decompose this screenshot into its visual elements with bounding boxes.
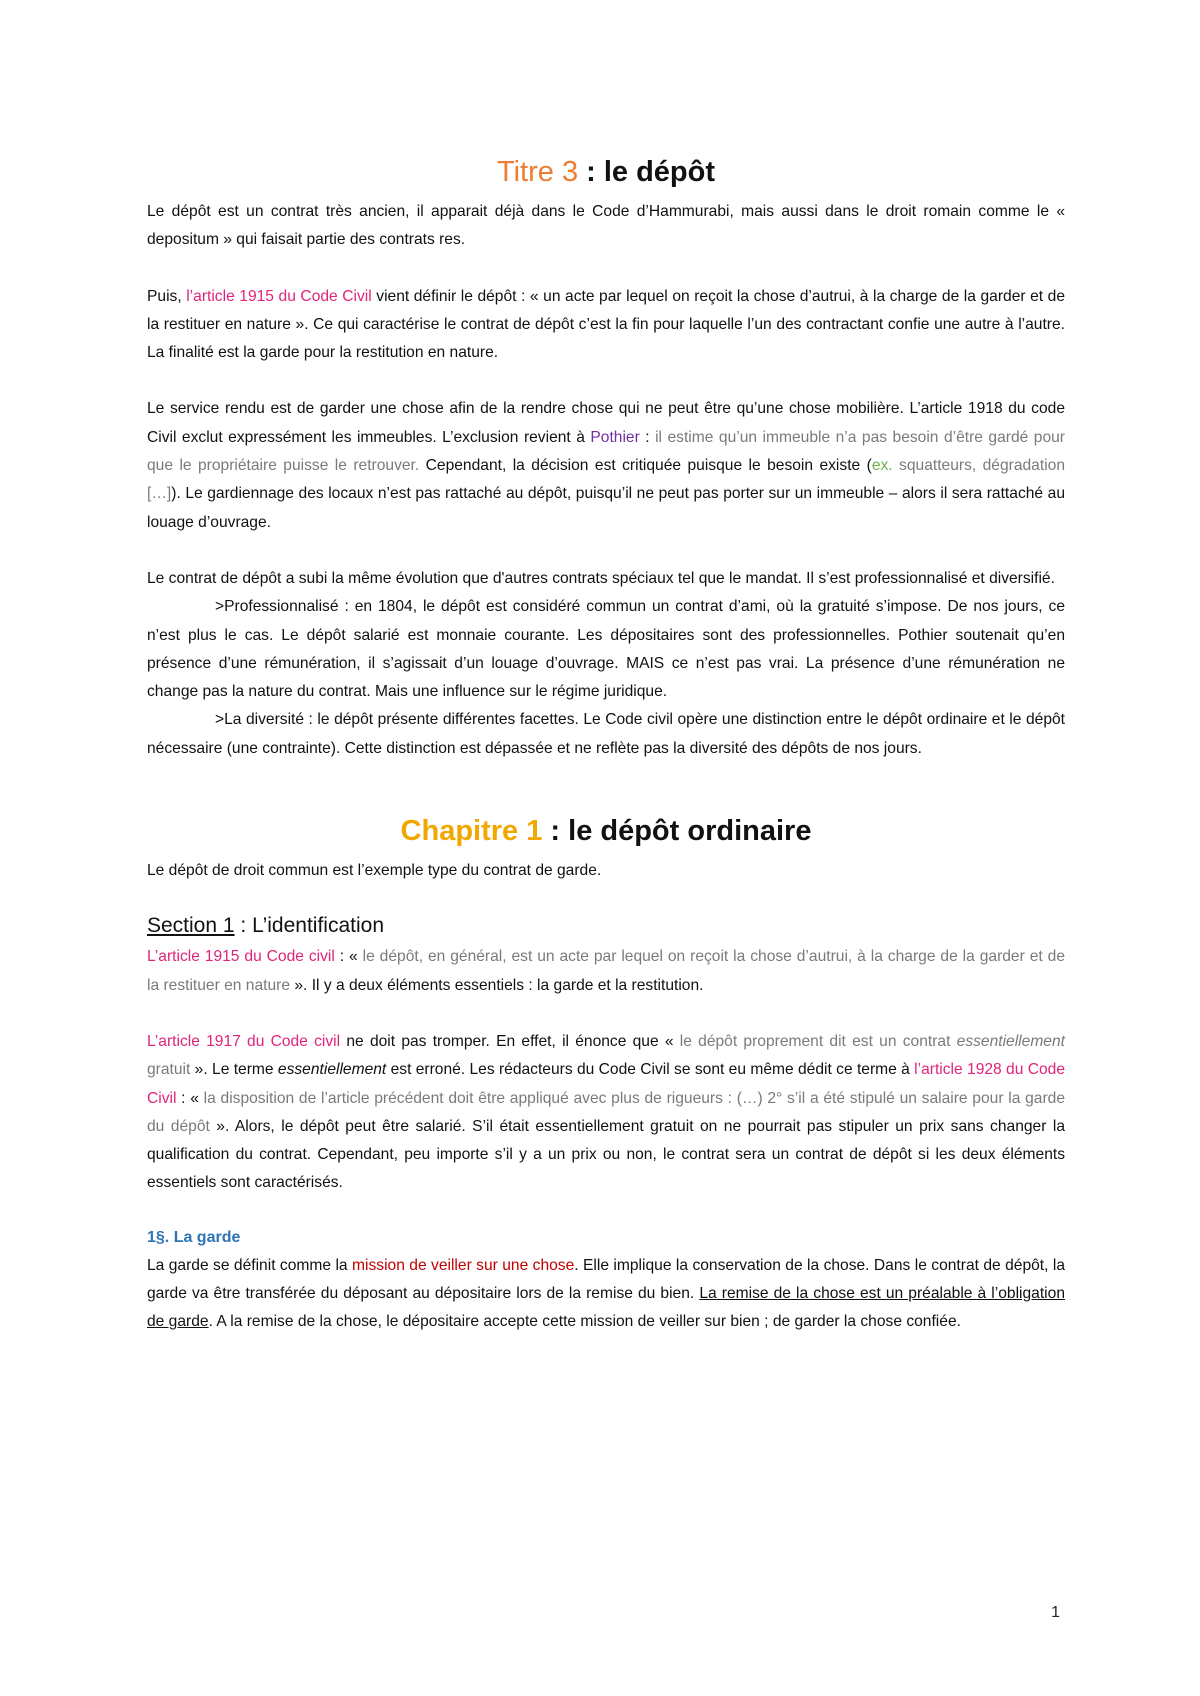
section-heading	[147, 911, 1065, 941]
text-run: vient définir le dépôt : « un acte par lequel on reçoit la chose d’autrui, à la charge de la garder et de la restituer en nature ». Ce qui caractérise le contrat de dépôt c’est la fin pour laquelle l’un des contractant confie une autre à l’autre. La finalité est la garde pour la restitution en nature.	[147, 287, 1066, 362]
underlined-text: La remise de la chose est un préalable à l’obligation de garde	[147, 1285, 1065, 1331]
text-run: Le service rendu est de garder une chose afin de la rendre chose qui ne peut être qu’une chose mobilière. L’article 1918 du code Civil exclut expressément les immeubles. L’exclusion revient à	[147, 400, 1065, 446]
chapter-intro: Le dépôt de droit commun est l’exemple type du contrat de garde.	[147, 862, 602, 880]
garde-paragraph	[147, 1252, 1065, 1337]
document-page	[147, 150, 1065, 1337]
quote-text: la disposition de l’article précédent doit être appliqué avec plus de rigueurs : (…) 2° s’il a été stipulé un salaire pour la garde du dépôt	[147, 1089, 1065, 1135]
chapter-rest: : le dépôt ordinaire	[542, 815, 812, 848]
chapter-prefix: Chapitre 1	[400, 815, 543, 848]
quote-text: le dépôt proprement dit est un contrat	[679, 1032, 957, 1050]
text-run: ». Il y a deux éléments essentiels : la garde et la restitution.	[290, 976, 704, 994]
title-prefix: Titre 3	[496, 156, 579, 188]
example-marker: ex.	[871, 457, 893, 475]
article-reference: L’article 1915 du Code civil	[147, 948, 335, 966]
intro-paragraph-diversite: >La diversité : le dépôt présente différentes facettes. Le Code civil opère une distinction entre le dépôt ordinaire et le dépôt nécessaire (une contrainte). Cette distinction est dépassée et ne reflète pas la diversité des dépôts de nos jours.	[147, 711, 1065, 757]
quote-text: il estime qu’un immeuble n’a pas besoin d’être gardé pour que le propriétaire puisse le retrouver.	[147, 428, 1066, 475]
text-run: La garde se définit comme la	[147, 1256, 353, 1274]
text-run: ne doit pas tromper. En effet, il énonce que «	[340, 1032, 680, 1050]
intro-paragraph-4: Le contrat de dépôt a subi la même évolution que d'autres contrats spéciaux tel que le mandat. Il s’est professionnalisé et diversifié.	[147, 569, 1055, 587]
intro-paragraph-1: Le dépôt est un contrat très ancien, il apparait déjà dans le Code d’Hammurabi, mais aussi dans le droit romain comme le « depositum » qui faisait partie des contrats res.	[147, 203, 1065, 249]
quote-text: gratuit	[147, 1061, 191, 1079]
text-run: . A la remise de la chose, le dépositaire accepte cette mission de veiller sur bien ; de garder la chose confiée.	[208, 1313, 961, 1331]
paragraph-heading: 1§. La garde	[147, 1228, 241, 1246]
text-run: Cependant, la décision est critiquée puisque le besoin existe (	[419, 457, 872, 475]
article-reference: l’article 1915 du Code Civil	[186, 287, 372, 305]
text-run: est erroné. Les rédacteurs du Code Civil se sont eu même dédit ce terme à	[386, 1061, 915, 1079]
section-paragraph-2	[147, 1028, 1065, 1198]
text-run: ). Le gardiennage des locaux n’est pas rattaché au dépôt, puisqu’il ne peut pas porter sur un immeuble – alors il sera rattaché au louage d’ouvrage.	[147, 485, 1065, 531]
example-text: squatteurs, dégradation […]	[147, 457, 1066, 503]
title-rest: : le dépôt	[578, 156, 716, 188]
page-number: 1	[1051, 1604, 1060, 1621]
section-label: Section 1	[147, 914, 235, 938]
text-run: : «	[334, 948, 363, 966]
quote-italic: essentiellement	[956, 1032, 1065, 1050]
intro-paragraph-2	[147, 283, 1065, 368]
text-run: ». Le terme	[190, 1061, 278, 1079]
section-rest: : L’identification	[234, 914, 384, 938]
italic-term: essentiellement	[277, 1061, 387, 1079]
text-run: . Elle implique la conservation de la chose. Dans le contrat de dépôt, la garde va être transférée du déposant au dépositaire lors de la remise du bien.	[147, 1256, 1066, 1303]
article-reference: l’article 1928 du Code Civil	[147, 1061, 1065, 1107]
title-heading	[147, 152, 1065, 192]
author-name: Pothier	[590, 428, 640, 446]
quote-text: le dépôt, en général, est un acte par lequel on reçoit la chose d’autrui, à la charge de la garder et de la restituer en nature	[147, 948, 1065, 994]
chapter-heading	[147, 811, 1065, 851]
section-paragraph-1	[147, 943, 1065, 1000]
highlight-text: mission de veiller sur une chose	[352, 1256, 575, 1274]
text-run: :	[639, 428, 656, 446]
text-run: : «	[176, 1089, 204, 1107]
text-run: ». Alors, le dépôt peut être salarié. S’il était essentiellement gratuit on ne pourrait pas stipuler un prix sans changer la qualification du contrat. Cependant, peu importe s’il y a un prix ou non, le contrat sera un contrat de dépôt si les deux éléments essentiels sont caractérisés.	[147, 1117, 1066, 1192]
text-run: Puis,	[147, 287, 187, 305]
intro-paragraph-3	[147, 395, 1065, 536]
intro-paragraph-professionalise: >Professionnalisé : en 1804, le dépôt est considéré commun un contrat d’ami, où la gratuité s’impose. De nos jours, ce n’est plus le cas. Le dépôt salarié est monnaie courante. Les dépositaires sont des professionnelles. Pothier soutenait qu’en présence d’une rémunération, il s’agissait d’un louage d’ouvrage. MAIS ce n’est pas vrai. La présence d’une rémunération ne change pas la nature du contrat. Mais une influence sur le régime juridique.	[147, 598, 1065, 701]
article-reference: L’article 1917 du Code civil	[147, 1032, 341, 1050]
